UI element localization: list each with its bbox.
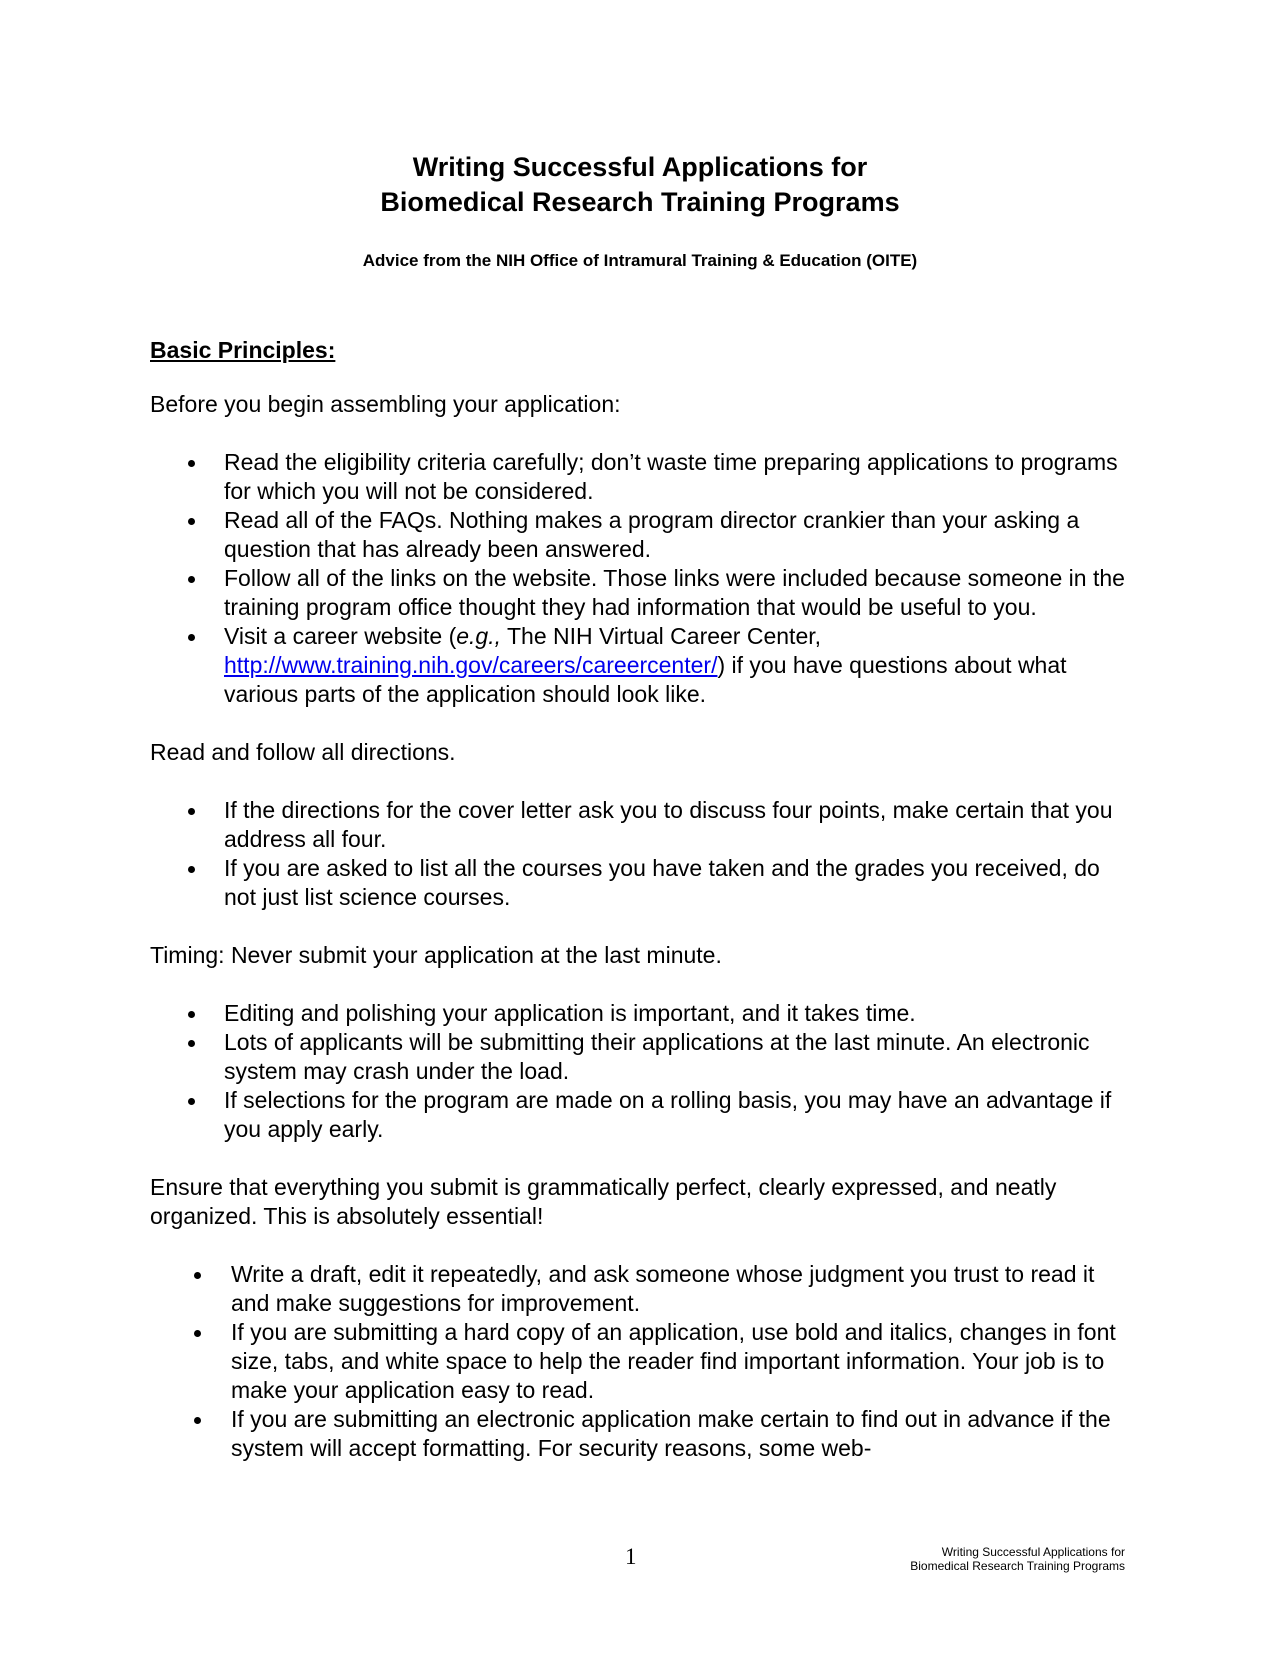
- career-center-link[interactable]: http://www.training.nih.gov/careers/careercenter/: [224, 652, 718, 678]
- list-item: Read the eligibility criteria carefully; don’t waste time preparing applications to programs for which you will not be considered.: [150, 448, 1130, 506]
- list-item: Visit a career website (e.g., The NIH Virtual Career Center, http://www.training.nih.gov/careers/careercenter/) if you have questions about what various parts of the application should look like.: [150, 622, 1130, 709]
- list-item: If selections for the program are made on a rolling basis, you may have an advantage if you apply early.: [150, 1086, 1130, 1144]
- document-subtitle: Advice from the NIH Office of Intramural Training & Education (OITE): [362, 251, 918, 270]
- title-line-1: Writing Successful Applications for: [412, 152, 868, 182]
- document-body: [150, 390, 1130, 1492]
- document-title: [0, 150, 1280, 220]
- running-footer-line-1: Writing Successful Applications for: [941, 1545, 1125, 1559]
- list-item: If the directions for the cover letter ask you to discuss four points, make certain that you address all four.: [150, 796, 1130, 854]
- list-item: If you are submitting an electronic application make certain to find out in advance if the system will accept formatting. For security reasons, some web-: [150, 1405, 1130, 1463]
- bullet-icon: [188, 1011, 195, 1018]
- list-item: If you are submitting a hard copy of an application, use bold and italics, changes in font size, tabs, and white space to help the reader find important information. Your job is to make your application easy to read.: [150, 1318, 1130, 1405]
- list-item: Read all of the FAQs. Nothing makes a program director crankier than your asking a question that has already been answered.: [150, 506, 1130, 564]
- bullet-icon: [194, 1330, 201, 1337]
- title-line-2: Biomedical Research Training Programs: [380, 187, 900, 217]
- bullet-list-4: [150, 1260, 1130, 1463]
- bullet-icon: [188, 1040, 195, 1047]
- bullet-list-3: [150, 999, 1130, 1144]
- bullet-icon: [188, 634, 195, 641]
- page-number: 1: [625, 1544, 637, 1569]
- bullet-icon: [188, 460, 195, 467]
- list-item: If you are asked to list all the courses you have taken and the grades you received, do not just list science courses.: [150, 854, 1130, 912]
- running-footer: [910, 1545, 1125, 1573]
- bullet-icon: [188, 1098, 195, 1105]
- bullet-list-2: [150, 796, 1130, 912]
- bullet-icon: [188, 518, 195, 525]
- bullet-list-1: [150, 448, 1130, 709]
- bullet-icon: [188, 808, 195, 815]
- bullet-icon: [188, 866, 195, 873]
- list-item: Lots of applicants will be submitting their applications at the last minute. An electronic system may crash under the load.: [150, 1028, 1130, 1086]
- list-item: Editing and polishing your application is important, and it takes time.: [150, 999, 1130, 1028]
- list-item: Follow all of the links on the website. Those links were included because someone in the training program office thought they had information that would be useful to you.: [150, 564, 1130, 622]
- running-footer-line-2: Biomedical Research Training Programs: [910, 1559, 1125, 1573]
- intro-paragraph-3: Timing: Never submit your application at the last minute.: [150, 942, 722, 968]
- bullet-icon: [194, 1417, 201, 1424]
- list-item: Write a draft, edit it repeatedly, and ask someone whose judgment you trust to read it and make suggestions for improvement.: [150, 1260, 1130, 1318]
- section-heading: Basic Principles:: [150, 337, 336, 363]
- bullet-icon: [188, 576, 195, 583]
- intro-paragraph-2: Read and follow all directions.: [150, 739, 456, 765]
- intro-paragraph-1: Before you begin assembling your application:: [150, 391, 621, 417]
- intro-paragraph-4: Ensure that everything you submit is grammatically perfect, clearly expressed, and neatly organized. This is absolutely essential!: [150, 1174, 1057, 1229]
- bullet-icon: [194, 1272, 201, 1279]
